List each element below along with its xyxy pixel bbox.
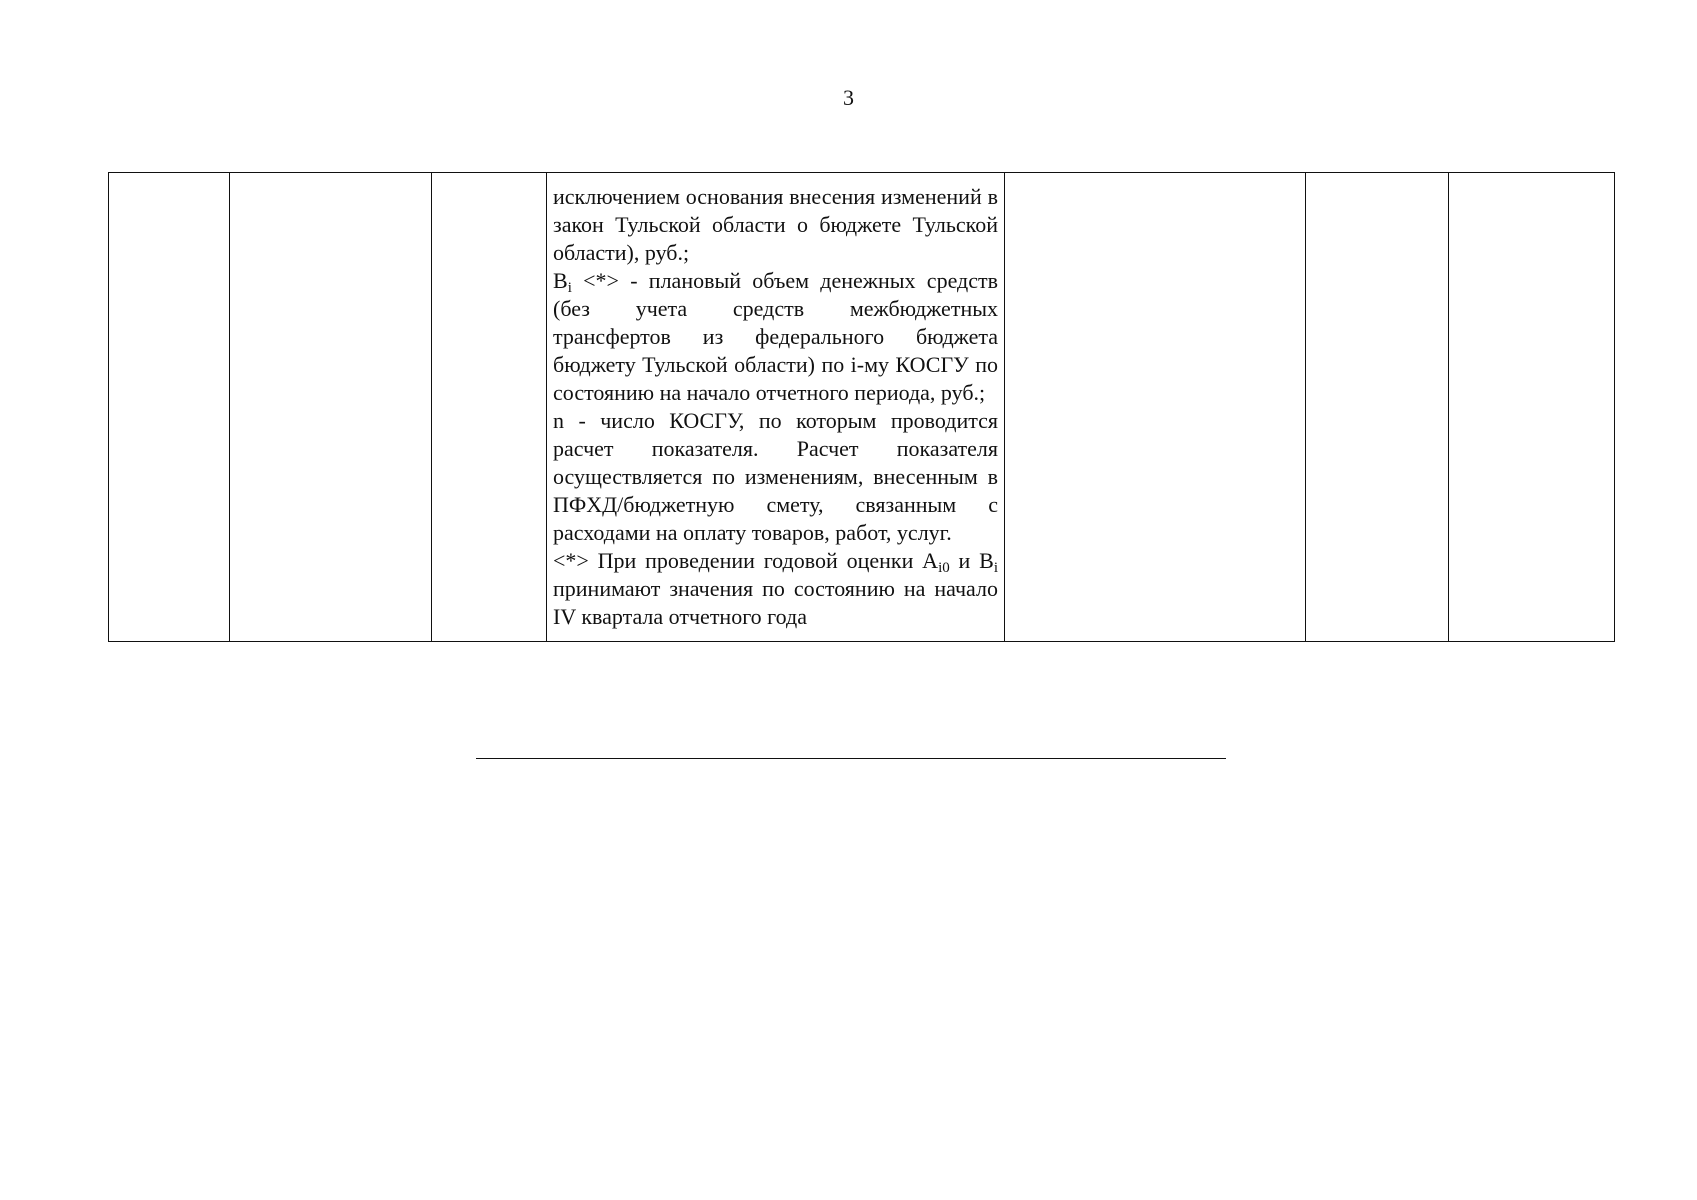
table-cell-empty-2 — [230, 173, 432, 642]
page-number: 3 — [843, 85, 854, 110]
table-row — [109, 173, 1615, 642]
annual-note-text-c: принимают значения по состоянию на начало IV квартала отчетного года — [553, 576, 998, 629]
variable-b: B — [979, 548, 994, 573]
table-cell-empty-5 — [1005, 173, 1306, 642]
indicator-table — [108, 172, 1615, 642]
bi-definition-text: <*> - плановый объем денежных средств (без учета средств межбюджетных трансфертов из федерального бюджета бюджету Тульской области) по i-му КОСГУ по состоянию на начало отчетного периода, руб.; — [553, 268, 998, 405]
paragraph-annual-note — [553, 547, 998, 631]
annual-note-text-b: и — [949, 548, 980, 573]
calculation-method-cell — [547, 173, 1005, 642]
footer-rule — [476, 758, 1226, 759]
subscript-i: i — [567, 280, 572, 296]
variable-b: B — [553, 268, 568, 293]
paragraph-bi-definition — [553, 267, 998, 407]
table-cell-empty-7 — [1449, 173, 1615, 642]
paragraph-n-definition: n - число КОСГУ, по которым проводится расчет показателя. Расчет показателя осуществляется по изменениям, внесенным в ПФХД/бюджетную смету, связанным с расходами на оплату товаров, работ, услуг. — [553, 408, 998, 545]
table-cell-empty-1 — [109, 173, 230, 642]
paragraph-exclusion: исключением основания внесения изменений в закон Тульской области о бюджете Тульской области), руб.; — [553, 184, 998, 265]
subscript-i: i — [993, 560, 999, 576]
annual-note-text-a: <*> При проведении годовой оценки A — [553, 548, 939, 573]
table-cell-empty-3 — [432, 173, 547, 642]
subscript-i0: i0 — [938, 560, 950, 576]
table-cell-empty-6 — [1306, 173, 1449, 642]
